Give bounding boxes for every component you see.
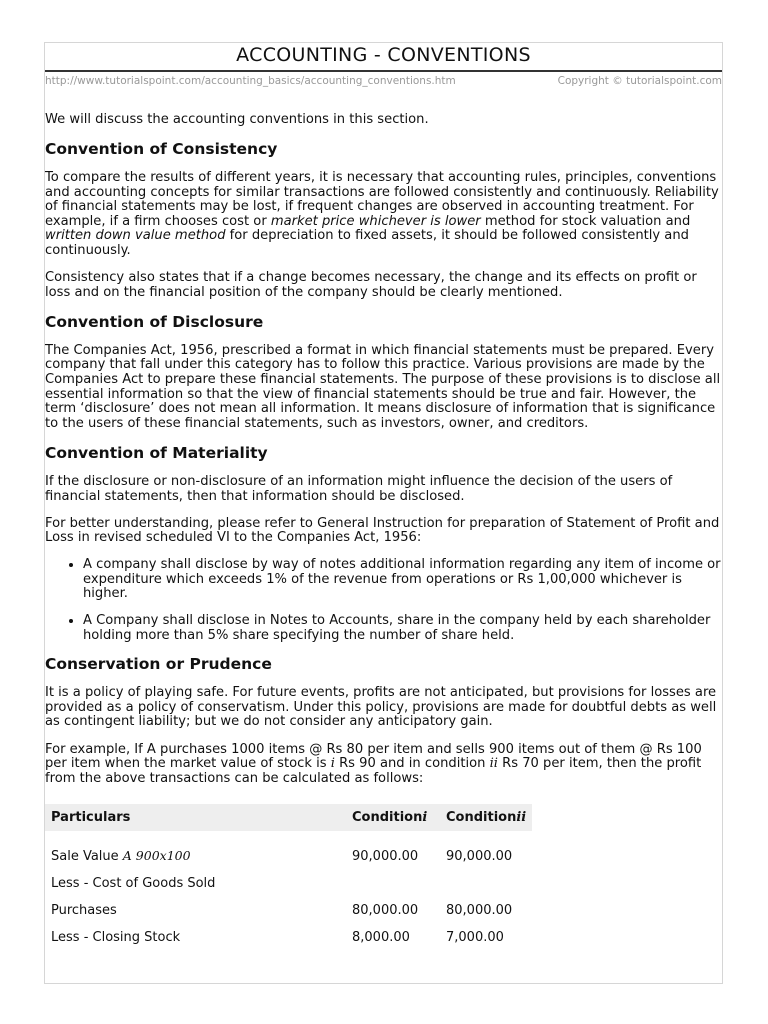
cell-condition-i: 90,000.00 [352, 848, 419, 864]
materiality-paragraph-1: If the disclosure or non-disclosure of an information might influence the decision of the users of financial statements, then that information should be disclosed. [45, 473, 673, 504]
cell-condition-i: 8,000.00 [352, 929, 410, 945]
col-condition-i: Conditioni [346, 804, 440, 831]
row-label: Less - Cost of Goods Sold [51, 875, 216, 891]
page-title: ACCOUNTING - CONVENTIONS [45, 43, 722, 72]
table-header-row [45, 804, 532, 831]
cell-condition-i [346, 870, 440, 897]
heading-consistency: Convention of Consistency [45, 140, 278, 159]
source-url[interactable]: http://www.tutorialspoint.com/accounting_basics/accounting_conventions.htm [45, 75, 456, 87]
disclosure-paragraph: The Companies Act, 1956, prescribed a format in which financial statements must be prepared. Every company that fall under this category has to follow this practice. Various provisions are made by the Companies Act to prepare these financial statements. The purpose of these provisions is to disclose all essential information so that the view of financial statements should be true and fair. However, the term ‘disclosure’ does not mean all information. It means disclosure of information that is significance to the users of these financial statements, such as investors, owner, and creditors. [45, 342, 721, 431]
table-row [45, 870, 532, 897]
cell-condition-ii: 80,000.00 [446, 902, 513, 918]
heading-disclosure: Convention of Disclosure [45, 312, 264, 331]
list-item: • A Company shall disclose in Notes to Accounts, share in the company held by each shareholder holding more than 5% share specifying the number of share held. [83, 614, 725, 643]
table-row [45, 897, 532, 924]
table-row [45, 924, 532, 951]
materiality-paragraph-2: For better understanding, please refer to General Instruction for preparation of Statement of Profit and Loss in revised scheduled VI to the Companies Act, 1956: [45, 515, 720, 546]
list-item: • A company shall disclose by way of notes additional information regarding any item of income or expenditure which exceeds 1% of the revenue from operations or Rs 1,00,000 whichever is higher. [83, 558, 725, 602]
consistency-paragraph-2: Consistency also states that if a change becomes necessary, the change and its effects on profit or loss and on the financial position of the company should be clearly mentioned. [45, 270, 697, 300]
intro-text: We will discuss the accounting conventions in this section. [45, 112, 429, 127]
cell-condition-ii: 90,000.00 [446, 848, 513, 864]
prudence-paragraph-2: For example, If A purchases 1000 items @ Rs 80 per item and sells 900 items out of them @ Rs 100 per item when the market value of stock is i Rs 90 and in condition ii Rs 70 per item, then the profit from the above transactions can be calculated as follows: [45, 741, 702, 786]
document-page [44, 42, 723, 984]
copyright-notice: Copyright © tutorialspoint.com [557, 75, 722, 87]
article-body [45, 113, 725, 951]
heading-prudence: Conservation or Prudence [45, 655, 272, 674]
row-label: Purchases [51, 902, 117, 918]
col-particulars: Particulars [45, 804, 346, 831]
col-condition-ii: Conditionii [440, 804, 532, 831]
profit-table [45, 804, 532, 951]
cell-condition-ii [440, 870, 532, 897]
row-label: Sale Value A 900x100 [51, 848, 191, 865]
cell-condition-ii: 7,000.00 [446, 929, 504, 945]
source-bar [45, 72, 722, 90]
heading-materiality: Convention of Materiality [45, 443, 268, 462]
cell-condition-i: 80,000.00 [352, 902, 419, 918]
consistency-paragraph-1: To compare the results of different years, it is necessary that accounting rules, principles, conventions and accounting concepts for similar transactions are followed consistently and continuously. Reliability of financial statements may be lost, if frequent changes are observed in accounting treatment. For example, if a firm chooses cost or market price whichever is lower method for stock valuation and written down value method for depreciation to fixed assets, it should be followed consistently and continuously. [45, 170, 719, 259]
table-row [45, 843, 532, 870]
materiality-list [45, 558, 725, 643]
prudence-paragraph-1: It is a policy of playing safe. For future events, profits are not anticipated, but provisions for losses are provided as a policy of conservatism. Under this policy, provisions are made for doubtful debts as well as contingent liability; but we do not consider any anticipatory gain. [45, 685, 717, 730]
row-label: Less - Closing Stock [51, 929, 181, 945]
